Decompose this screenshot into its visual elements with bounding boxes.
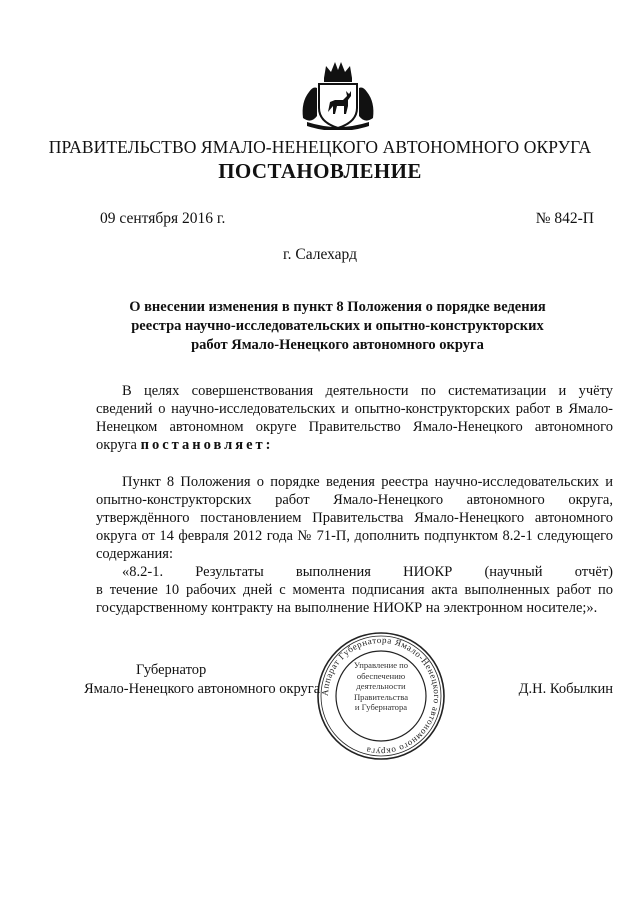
stamp-line: и Губернатора <box>354 702 408 712</box>
decision-colon: : <box>265 437 274 453</box>
title-line: О внесении изменения в пункт 8 Положения о порядке ведения <box>129 299 546 315</box>
document-number: № 842-П <box>535 210 594 227</box>
signatory-position: Губернатор <box>136 662 207 678</box>
organization-heading: ПРАВИТЕЛЬСТВО ЯМАЛО-НЕНЕЦКОГО АВТОНОМНОГО ОКРУГА <box>48 137 592 157</box>
paragraph-line <box>96 436 613 454</box>
document-title <box>105 298 570 355</box>
paragraph-line-prefix: округа <box>96 437 141 453</box>
coat-of-arms-emblem <box>297 58 379 130</box>
document-date: 09 сентября 2016 г. <box>100 210 226 227</box>
paragraph-line: «8.2-1. Результаты выполнения НИОКР (научный отчёт) <box>122 564 613 580</box>
stamp-line: обеспечению <box>356 670 406 681</box>
paragraph-line: в течение 10 рабочих дней с момента подписания акта выполненных работ по <box>96 582 613 598</box>
title-line: работ Ямало-Ненецкого автономного округа <box>191 337 484 353</box>
svg-text:Аппарат Губернатора Ямало-Нене: Аппарат Губернатора Ямало-Ненецкого автономного округа <box>319 634 443 758</box>
document-city: г. Салехард <box>283 246 357 263</box>
preamble-paragraph <box>96 382 613 454</box>
paragraph-line: Ненецком автономном округе Правительство Ямало-Ненецкого автономного <box>96 419 613 435</box>
signatory-organization: Ямало-Ненецкого автономного округа <box>84 681 321 697</box>
paragraph-line: содержания: <box>96 546 174 562</box>
stamp-line: деятельности <box>356 681 406 691</box>
paragraph-line: округа от 14 февраля 2012 года № 71-П, дополнить подпунктом 8.2-1 следующего <box>96 528 613 544</box>
decision-word: постановляет <box>140 437 266 453</box>
paragraph-line: В целях совершенствования деятельности по систематизации и учёту <box>122 383 613 399</box>
paragraph-line: опытно-конструкторских работ Ямало-Ненецкого автономного округа, <box>96 492 613 508</box>
paragraph-line: утверждённого постановлением Правительства Ямало-Ненецкого автономного <box>96 510 613 526</box>
paragraph-line: сведений о научно-исследовательских и опытно-конструкторских работ в Ямало- <box>96 401 613 417</box>
paragraph-line: государственному контракту на выполнение НИОКР на электронном носителе;». <box>96 600 598 616</box>
stamp-center-text <box>339 660 423 713</box>
title-line: реестра научно-исследовательских и опытно-конструкторских <box>131 318 544 334</box>
decision-paragraph <box>96 473 613 617</box>
paragraph-line: Пункт 8 Положения о порядке ведения реестра научно-исследовательских и <box>122 474 613 490</box>
document-type-heading: ПОСТАНОВЛЕНИЕ <box>218 159 422 183</box>
stamp-line: Управление по <box>353 660 409 670</box>
stamp-line: Правительства <box>353 691 409 702</box>
signatory-name: Д.Н. Кобылкин <box>518 681 613 697</box>
